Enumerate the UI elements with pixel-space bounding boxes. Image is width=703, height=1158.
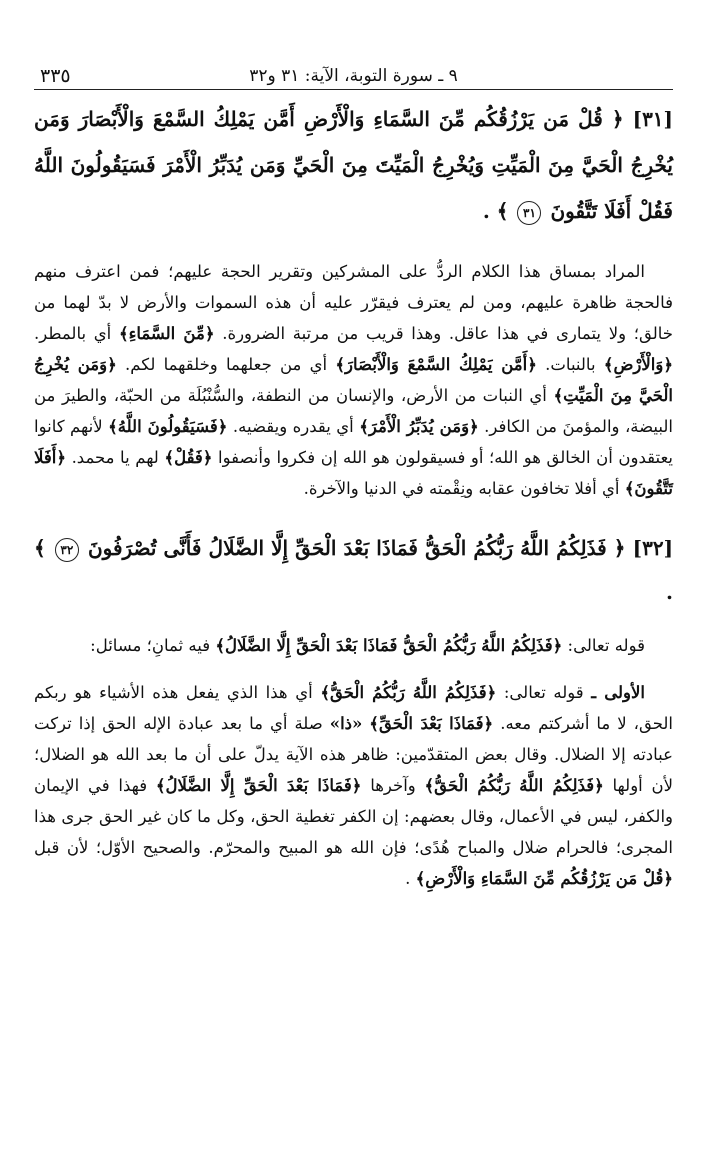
quran-quote: ﴿مِّنَ السَّمَاءِ﴾ [118, 324, 215, 343]
commentary-paragraph [34, 630, 673, 661]
verse-text: فَذَلِكُمُ اللَّهُ رَبُّكُمُ الْحَقُّ فَمَاذَا بَعْدَ الْحَقِّ إِلَّا الضَّلَالُ فَأَنَّى تُصْرَفُونَ [87, 536, 607, 560]
commentary-text: قوله تعالى: [503, 683, 584, 702]
issue-heading: الأولى ـ [591, 683, 645, 702]
book-page [0, 62, 703, 1158]
ayah-end-marker: ٣٢ [55, 538, 79, 562]
quran-quote: ﴿فَمَاذَا بَعْدَ الْحَقِّ إِلَّا الضَّلَالُ﴾ [155, 776, 362, 795]
commentary-text: أي يقدره ويقضيه. [232, 417, 354, 436]
close-bracket: ﴾ . [482, 199, 509, 223]
commentary-text: المراد بمساق هذا الكلام الردُّ على المشركين وتقرير الحجة عليهم؛ فمن اعترف منهم فالحجة ظاهرة عليهم، ومن لم يعترف فيقرّر عليه أن هذه السموات والأرض لا بدّ لهما من خالق؛ ولا يتمارى في هذا عاقل. وهذا قريب من مرتبة الضرورة. [34, 262, 674, 343]
commentary-text: أي من جعلهما وخلقهما لكم. [125, 355, 328, 374]
commentary-text: وآخرها [370, 776, 416, 795]
quran-quote: ﴿فَسَيَقُولُونَ اللَّهُ﴾ [108, 417, 228, 436]
quran-quote: ﴿فَذَلِكُمُ اللَّهُ رَبُّكُمُ الْحَقُّ فَمَاذَا بَعْدَ الْحَقِّ إِلَّا الضَّلَالُ﴾ [215, 636, 563, 655]
commentary-text: فيه ثمانِ؛ مسائل: [90, 636, 211, 655]
quran-quote: ﴿فَقُلْ﴾ [164, 448, 213, 467]
spacer [34, 614, 673, 630]
commentary-text: فهذا في الإيمان والكفر، ليس في الأعمال، وقال بعضهم: إن الكفر تغطية الحق، وكل ما كان غير الحق جرى هذا المجرى؛ فالحرام ضلال والمباح هُدًى؛ فإن الله هو المبيح والمحرّم. والصحيح الأوّل؛ لأن قبل [34, 776, 673, 857]
ayah-end-marker: ٣١ [517, 201, 541, 225]
commentary-text: قوله تعالى: [567, 636, 645, 655]
verse-32 [34, 526, 673, 614]
page-header [34, 62, 673, 90]
commentary-text: أي النبات من الأرض، والإنسان من النطفة، والسُّنْبُلَة من الحبّة، والطيرَ من البيضة، والمؤمنَ من الكافر. [34, 386, 673, 436]
issue-1 [34, 677, 673, 894]
quran-quote: ﴿قُلْ مَن يَرْزُقُكُم مِّنَ السَّمَاءِ وَالْأَرْضِ﴾ [415, 869, 673, 888]
close-bracket: ﴾ . [34, 536, 673, 604]
verse-number: [٣١] [632, 107, 674, 131]
intro-32 [34, 630, 673, 661]
commentary-text: صلة أي ما بعد عبادة الإله الحق إذا تركت عبادته إلا الضلال. وقال بعض المتقدّمين: ظاهر هذه الآية يدلّ على أن ما بعد الله هو الضلال؛ لأن أولها [34, 714, 673, 795]
commentary-text: بالنبات. [545, 355, 596, 374]
page-number: ٣٣٥ [40, 65, 71, 87]
commentary-paragraph [34, 256, 673, 504]
quran-quote: ﴿وَمَن يُدَبِّرُ الْأَمْرَ﴾ [359, 417, 479, 436]
word-quote: «ذا» [329, 714, 363, 733]
commentary-text: لأنهم كانوا يعتقدون أن الخالق هو الله؛ أو فسيقولون هو الله إن فكروا وأنصفوا [34, 417, 674, 467]
commentary-text: لهم يا محمد. [71, 448, 159, 467]
open-bracket: ﴿ [613, 536, 626, 560]
open-bracket: ﴿ [611, 107, 624, 131]
commentary-text: أي أفلا تخافون عقابه ونِقْمته في الدنيا والآخرة. [303, 479, 620, 498]
verse-number: [٣٢] [632, 536, 674, 560]
quran-quote: ﴿فَذَلِكُمُ اللَّهُ رَبُّكُمُ الْحَقُّ﴾ [320, 683, 497, 702]
spacer [34, 234, 673, 256]
spacer [34, 504, 673, 526]
quran-quote: ﴿وَمَن يُخْرِجُ الْحَيَّ مِنَ الْمَيِّتِ﴾ [34, 355, 673, 405]
quran-quote: ﴿وَالْأَرْضِ﴾ [603, 355, 674, 374]
header-rule [34, 89, 673, 90]
quran-quote: ﴿فَذَلِكُمُ اللَّهُ رَبُّكُمُ الْحَقُّ﴾ [424, 776, 604, 795]
spacer [34, 661, 673, 677]
commentary-text: أي هذا الذي يفعل هذه الأشياء هو ربكم الحق، لا ما أشركتم معه. [34, 683, 673, 733]
quran-quote: ﴿أَمَّن يَمْلِكُ السَّمْعَ وَالْأَبْصَارَ﴾ [335, 355, 537, 374]
running-title: ٩ ـ سورة التوبة، الآية: ٣١ و٣٢ [249, 66, 458, 86]
commentary-31 [34, 256, 673, 504]
quran-quote: ﴿فَمَاذَا بَعْدَ الْحَقِّ﴾ [369, 714, 494, 733]
commentary-text: أي بالمطر. [34, 324, 112, 343]
verse-text: قُلْ مَن يَرْزُقُكُم مِّنَ السَّمَاءِ وَالْأَرْضِ أَمَّن يَمْلِكُ السَّمْعَ وَالْأَبْصَارَ وَمَن يُخْرِجُ الْحَيَّ مِنَ الْمَيِّتِ وَيُخْرِجُ الْمَيِّتَ مِنَ الْحَيِّ وَمَن يُدَبِّرُ الْأَمْرَ فَسَيَقُولُونَ اللَّهُ فَقُلْ أَفَلَا تَتَّقُونَ [34, 107, 673, 223]
quran-quote: ﴿أَفَلَا تَتَّقُونَ﴾ [34, 448, 673, 498]
commentary-paragraph [34, 677, 673, 894]
commentary-text: . [405, 869, 411, 888]
verse-31 [34, 96, 673, 234]
